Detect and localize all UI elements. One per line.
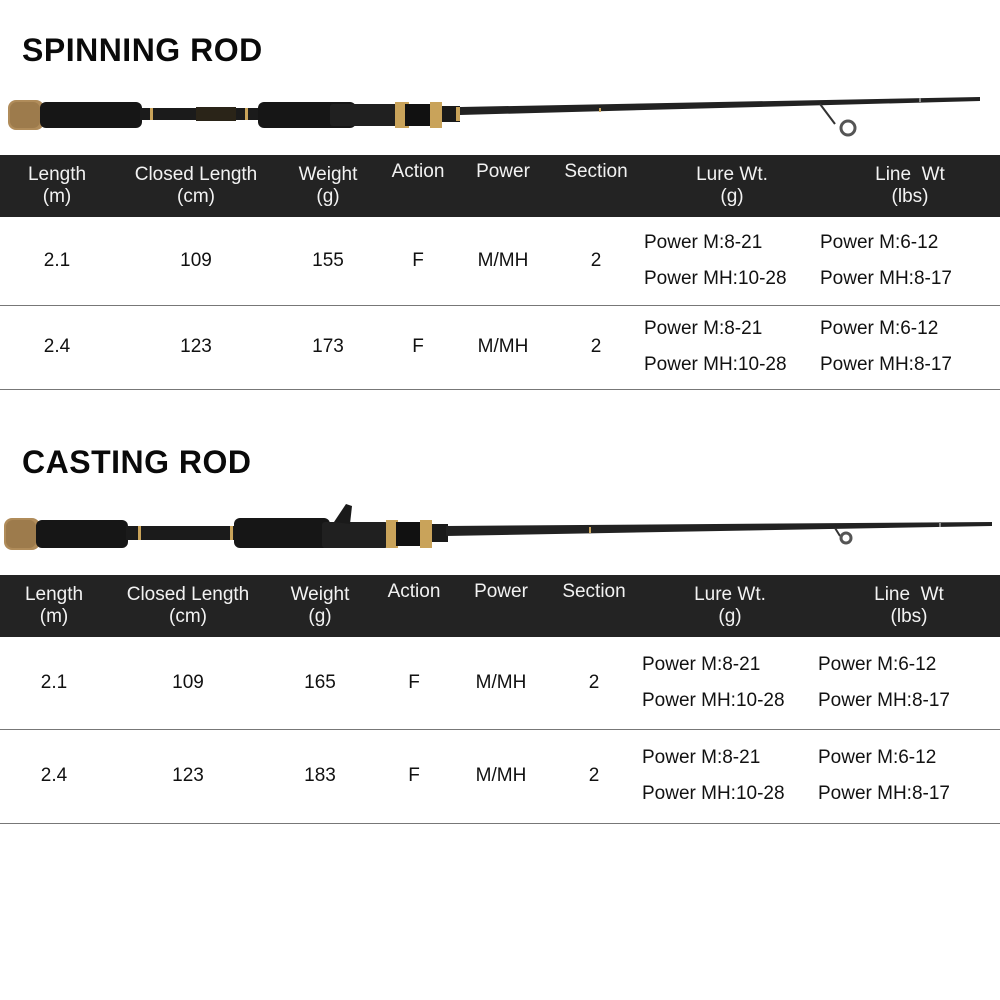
cell-length: 2.4 xyxy=(0,305,114,389)
table-header-row xyxy=(0,575,1000,637)
cell-power: M/MH xyxy=(456,729,546,823)
cell-weight: 155 xyxy=(278,217,378,305)
cell-lure-wt: Power M:8-21 Power MH:10-28 xyxy=(644,217,820,305)
cell-action: F xyxy=(372,637,456,729)
cell-line-wt: Power M:6-12 Power MH:8-17 xyxy=(818,637,1000,729)
table-row xyxy=(0,729,1000,823)
spinning-rod-image xyxy=(0,92,1000,144)
casting-rod-image xyxy=(0,502,1000,562)
header-line-wt: Line Wt (lbs) xyxy=(820,155,1000,217)
cell-length: 2.1 xyxy=(0,217,114,305)
header-closed-length: Closed Length (cm) xyxy=(108,575,268,637)
header-length: Length (m) xyxy=(0,575,108,637)
cell-power: M/MH xyxy=(458,217,548,305)
cell-closed-length: 123 xyxy=(114,305,278,389)
header-weight: Weight (g) xyxy=(268,575,372,637)
header-power: Power xyxy=(458,155,548,217)
spinning-rod-section xyxy=(0,0,1000,400)
cell-weight: 173 xyxy=(278,305,378,389)
header-action: Action xyxy=(378,155,458,217)
header-action: Action xyxy=(372,575,456,637)
cell-line-wt: Power M:6-12 Power MH:8-17 xyxy=(818,729,1000,823)
cell-section: 2 xyxy=(548,217,644,305)
cell-lure-wt: Power M:8-21 Power MH:10-28 xyxy=(642,729,818,823)
cell-closed-length: 109 xyxy=(114,217,278,305)
cell-weight: 183 xyxy=(268,729,372,823)
cell-closed-length: 123 xyxy=(108,729,268,823)
cell-action: F xyxy=(372,729,456,823)
cell-action: F xyxy=(378,305,458,389)
header-line-wt: Line Wt (lbs) xyxy=(818,575,1000,637)
cell-action: F xyxy=(378,217,458,305)
header-section: Section xyxy=(548,155,644,217)
header-closed-length: Closed Length (cm) xyxy=(114,155,278,217)
header-weight: Weight (g) xyxy=(278,155,378,217)
cell-power: M/MH xyxy=(456,637,546,729)
cell-lure-wt: Power M:8-21 Power MH:10-28 xyxy=(644,305,820,389)
cell-line-wt: Power M:6-12 Power MH:8-17 xyxy=(820,217,1000,305)
header-power: Power xyxy=(456,575,546,637)
cell-section: 2 xyxy=(546,729,642,823)
cell-section: 2 xyxy=(546,637,642,729)
casting-rod-section xyxy=(0,420,1000,840)
spec-table xyxy=(0,155,1000,390)
cell-lure-wt: Power M:8-21 Power MH:10-28 xyxy=(642,637,818,729)
table-row xyxy=(0,637,1000,729)
table-row xyxy=(0,217,1000,305)
cell-weight: 165 xyxy=(268,637,372,729)
cell-power: M/MH xyxy=(458,305,548,389)
header-lure-wt: Lure Wt. (g) xyxy=(644,155,820,217)
spec-table xyxy=(0,575,1000,824)
header-lure-wt: Lure Wt. (g) xyxy=(642,575,818,637)
cell-line-wt: Power M:6-12 Power MH:8-17 xyxy=(820,305,1000,389)
cell-section: 2 xyxy=(548,305,644,389)
cell-length: 2.4 xyxy=(0,729,108,823)
cell-length: 2.1 xyxy=(0,637,108,729)
table-row xyxy=(0,305,1000,389)
header-section: Section xyxy=(546,575,642,637)
cell-closed-length: 109 xyxy=(108,637,268,729)
section-title: CASTING ROD xyxy=(22,444,252,480)
section-title: SPINNING ROD xyxy=(22,32,263,68)
header-length: Length (m) xyxy=(0,155,114,217)
table-header-row xyxy=(0,155,1000,217)
